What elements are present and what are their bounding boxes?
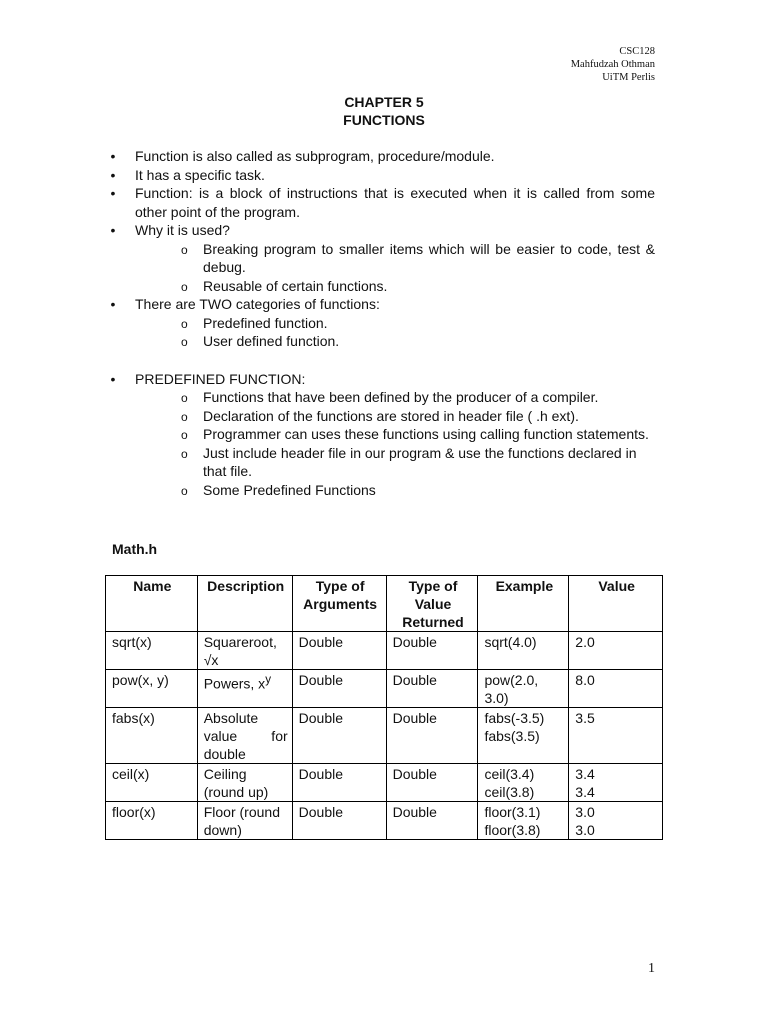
table-cell: ceil(x) xyxy=(106,764,198,802)
sub-bullet-icon: o xyxy=(181,409,188,424)
sub-list-item-text: Programmer can uses these functions using calling function statements. xyxy=(203,426,649,442)
bullet-icon: • xyxy=(110,185,116,201)
sub-list-item-text: Just include header file in our program & use the functions declared in that file. xyxy=(203,444,637,479)
list-item-text: PREDEFINED FUNCTION: xyxy=(135,370,306,387)
table-row xyxy=(106,802,663,840)
table-cell xyxy=(478,764,569,802)
sub-bullet-icon: o xyxy=(181,446,188,461)
sub-list-item-text: Some Predefined Functions xyxy=(203,481,376,498)
sub-list-item xyxy=(108,388,655,407)
sub-bullet-icon: o xyxy=(181,316,188,331)
sub-bullet-icon: o xyxy=(181,483,188,498)
cell-line: 3.0 xyxy=(575,804,595,820)
page-title xyxy=(0,93,768,129)
sub-bullet-icon: o xyxy=(181,391,188,405)
math-functions-table xyxy=(105,575,663,840)
cell-text: Powers, x xyxy=(203,675,266,692)
table-row xyxy=(106,632,663,670)
column-header: Example xyxy=(478,576,569,632)
bullet-icon: • xyxy=(110,166,116,183)
bullet-list xyxy=(108,147,655,240)
list-item-text: Function: is a block of instructions that is executed when it is called from some other point of the program. xyxy=(135,185,655,220)
sub-list-item-text: Predefined function. xyxy=(203,314,328,331)
sub-list-item xyxy=(108,240,655,277)
column-header: Type of Value Returned xyxy=(386,576,478,632)
table-cell xyxy=(478,708,569,764)
cell-line: 3.4 xyxy=(575,766,595,782)
spacer xyxy=(108,351,655,370)
table-heading: Math.h xyxy=(112,541,158,557)
table-cell xyxy=(569,764,663,802)
institution-name: UiTM Perlis xyxy=(602,72,655,83)
table-cell: Double xyxy=(292,802,386,840)
chapter-label: CHAPTER 5 xyxy=(344,94,424,110)
sub-list-item xyxy=(108,425,655,444)
sub-list-item xyxy=(108,407,655,426)
sub-list-item xyxy=(108,481,655,500)
list-item-text: There are TWO categories of functions: xyxy=(135,296,380,312)
bullet-icon: • xyxy=(110,222,116,238)
cell-line: floor(3.1) xyxy=(484,804,541,820)
table-cell xyxy=(197,632,292,670)
sub-list-item-text: Reusable of certain functions. xyxy=(203,277,388,294)
table-cell xyxy=(569,802,663,840)
sub-list-item xyxy=(108,444,655,481)
sub-bullet-icon: o xyxy=(181,279,188,294)
table-cell: Absolute value for double xyxy=(197,708,292,764)
column-header: Value xyxy=(569,576,663,632)
table-cell: Double xyxy=(292,670,386,708)
author-name: Mahfudzah Othman xyxy=(570,59,655,70)
bullet-icon: • xyxy=(110,370,116,387)
bullet-icon: • xyxy=(110,296,116,312)
sub-bullet-list xyxy=(108,388,655,499)
table-cell: pow(x, y) xyxy=(106,670,198,708)
list-item-text: Why it is used? xyxy=(135,222,230,238)
table-cell: floor(x) xyxy=(106,802,198,840)
table-cell: pow(2.0, 3.0) xyxy=(478,670,569,708)
course-code: CSC128 xyxy=(619,46,655,57)
list-item xyxy=(108,184,655,221)
table-cell: 3.5 xyxy=(569,708,663,764)
sub-bullet-icon: o xyxy=(181,242,188,257)
table-cell xyxy=(478,802,569,840)
table-cell: Double xyxy=(386,802,478,840)
sub-list-item-text: Functions that have been defined by the producer of a compiler. xyxy=(203,389,599,405)
notes-content xyxy=(108,147,655,499)
table-cell: Double xyxy=(292,764,386,802)
table-cell: Floor (round down) xyxy=(197,802,292,840)
table-row xyxy=(106,708,663,764)
table-cell xyxy=(197,670,292,708)
table-cell: Double xyxy=(386,632,478,670)
page-header xyxy=(571,45,655,84)
cell-line: fabs(3.5) xyxy=(484,728,540,744)
bullet-list xyxy=(108,295,655,314)
sub-list-item xyxy=(108,314,655,333)
cell-line: ceil(3.8) xyxy=(484,784,535,800)
sub-bullet-list xyxy=(108,240,655,296)
list-item-text: It has a specific task. xyxy=(135,166,265,183)
table-row xyxy=(106,670,663,708)
sub-list-item xyxy=(108,332,655,351)
sub-list-item-text: Declaration of the functions are stored in header file ( .h ext). xyxy=(203,407,579,424)
cell-text: Squareroot, xyxy=(203,634,277,650)
sub-list-item-text: Breaking program to smaller items which will be easier to code, test & debug. xyxy=(203,240,655,275)
list-item-text: Function is also called as subprogram, procedure/module. xyxy=(135,148,495,164)
column-header: Description xyxy=(197,576,292,632)
table-cell: fabs(x) xyxy=(106,708,198,764)
cell-line: ceil(3.4) xyxy=(484,766,535,782)
chapter-topic: FUNCTIONS xyxy=(343,112,425,128)
list-item xyxy=(108,147,655,166)
table-cell: sqrt(x) xyxy=(106,632,198,670)
sqrt-symbol: √x xyxy=(203,652,219,668)
list-item xyxy=(108,166,655,185)
table-row xyxy=(106,764,663,802)
table-cell: Double xyxy=(386,764,478,802)
list-item xyxy=(108,370,655,389)
cell-line: 3.0 xyxy=(575,822,595,838)
table-cell: 8.0 xyxy=(569,670,663,708)
bullet-icon: • xyxy=(110,148,116,164)
bullet-list xyxy=(108,370,655,389)
list-item xyxy=(108,221,655,240)
column-header: Type of Arguments xyxy=(292,576,386,632)
table-cell: Double xyxy=(386,708,478,764)
superscript: y xyxy=(265,673,272,686)
table-cell: Double xyxy=(292,708,386,764)
sub-bullet-list xyxy=(108,314,655,351)
cell-line: floor(3.8) xyxy=(484,822,541,838)
page-number: 1 xyxy=(648,961,655,976)
table-cell: Ceiling (round up) xyxy=(197,764,292,802)
table-cell: Double xyxy=(386,670,478,708)
table-cell: Double xyxy=(292,632,386,670)
sub-bullet-icon: o xyxy=(181,428,188,442)
cell-line: fabs(-3.5) xyxy=(484,710,545,726)
table-cell: sqrt(4.0) xyxy=(478,632,569,670)
sub-list-item-text: User defined function. xyxy=(203,333,340,349)
sub-list-item xyxy=(108,277,655,296)
table-cell: 2.0 xyxy=(569,632,663,670)
table-header-row xyxy=(106,576,663,632)
sub-bullet-icon: o xyxy=(181,335,188,349)
list-item xyxy=(108,295,655,314)
column-header: Name xyxy=(106,576,198,632)
cell-line: 3.4 xyxy=(575,784,595,800)
